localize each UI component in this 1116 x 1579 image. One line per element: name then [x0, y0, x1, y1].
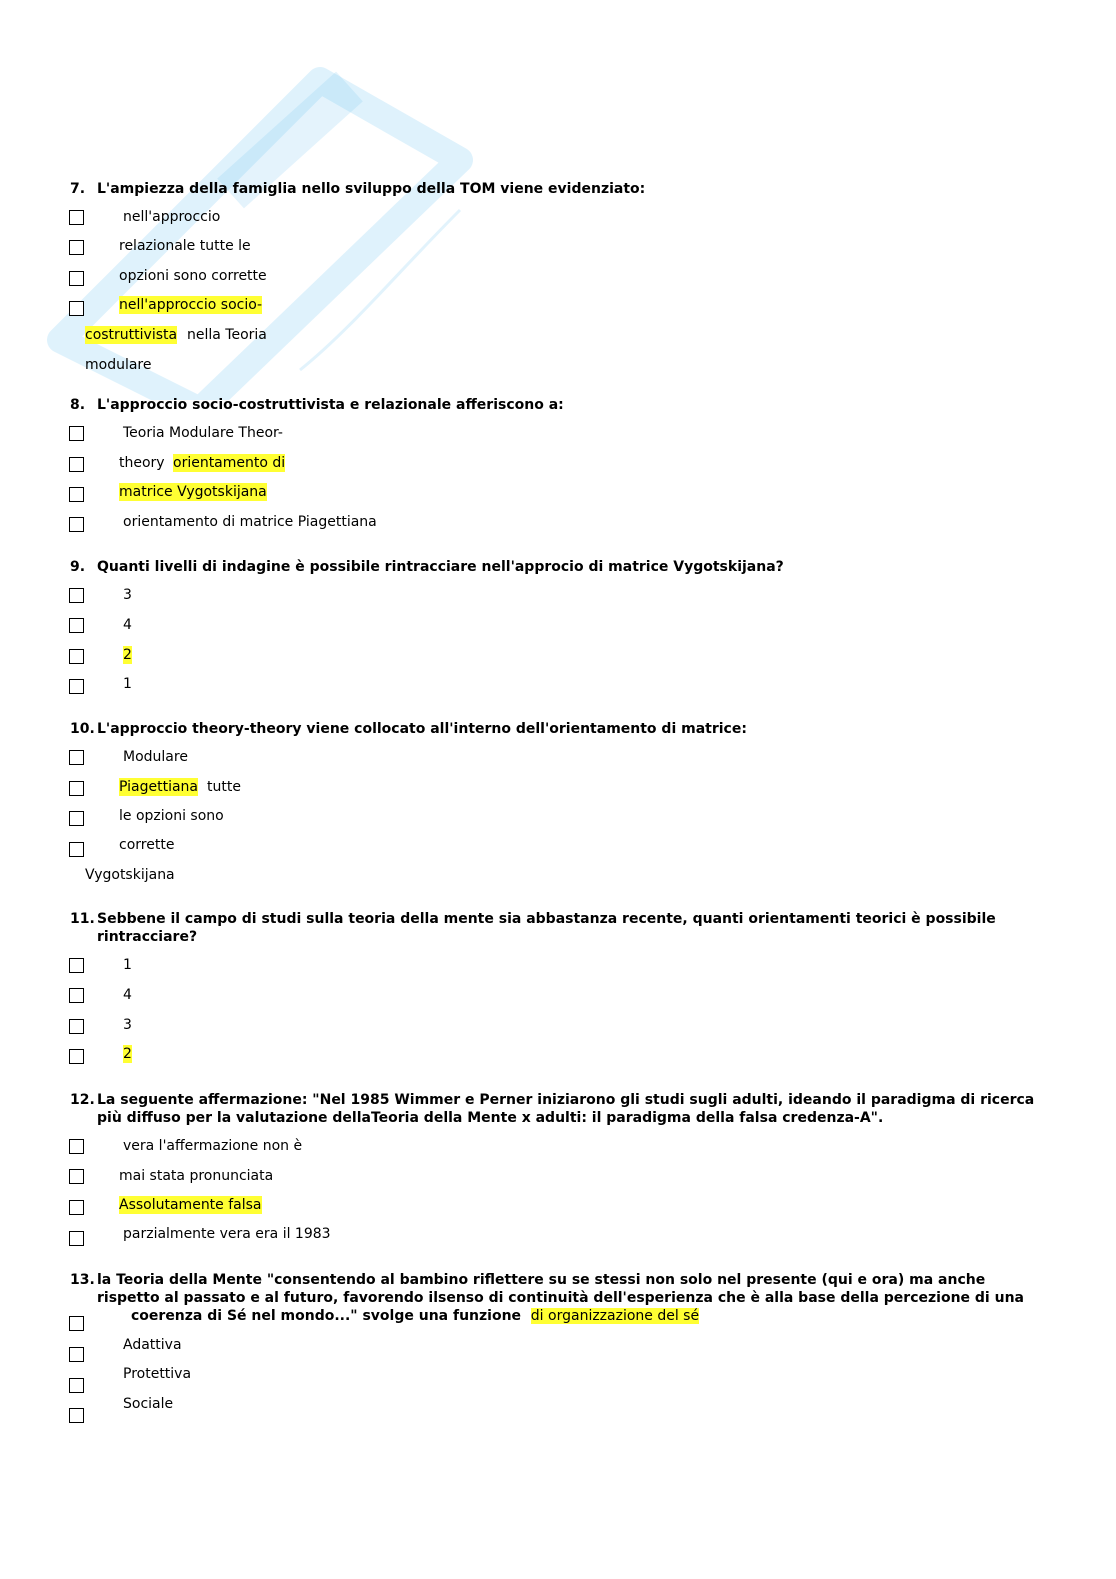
question-13	[70, 1271, 1050, 1325]
answer-text: vera l'affermazione non è	[123, 1138, 303, 1154]
answer-text: corrette	[119, 837, 175, 853]
answer-text: 4	[123, 617, 132, 633]
question-text: la Teoria della Mente "consentendo al bambino riflettere su se stessi non solo nel presente (qui e ora) ma anche	[97, 1272, 986, 1288]
answer-checkbox[interactable]	[69, 811, 84, 826]
answer-checkbox[interactable]	[69, 1347, 84, 1362]
answer-text: orientamento di matrice Piagettiana	[123, 514, 377, 530]
question-12	[70, 1091, 1050, 1127]
answer-text: le opzioni sono	[119, 808, 224, 824]
question-text: Sebbene il campo di studi sulla teoria della mente sia abbastanza recente, quanti orientamenti teorici è possibile	[97, 911, 996, 927]
answer-text: modulare	[85, 357, 152, 373]
answer-text-highlighted: nell'approccio socio-	[119, 297, 263, 313]
question-text: L'approccio socio-costruttivista e relazionale afferiscono a:	[97, 397, 564, 413]
answer-text: opzioni sono corrette	[119, 268, 267, 284]
answer-text-highlighted: Piagettiana	[119, 779, 199, 795]
answer-checkbox[interactable]	[69, 426, 84, 441]
answer-checkbox[interactable]	[69, 588, 84, 603]
answer-checkbox[interactable]	[69, 649, 84, 664]
question-number: 7.	[70, 181, 86, 197]
answer-checkbox[interactable]	[69, 301, 84, 316]
answer-checkbox[interactable]	[69, 1019, 84, 1034]
answer-text: 4	[123, 987, 132, 1003]
answer-text: mai stata pronunciata	[119, 1168, 274, 1184]
answer-checkbox[interactable]	[69, 517, 84, 532]
question-text-cont: rintracciare?	[97, 929, 198, 945]
answer-checkbox[interactable]	[69, 1169, 84, 1184]
answer-text-highlighted: di organizzazione del sé	[530, 1308, 700, 1324]
answer-text: tutte	[207, 779, 241, 795]
answer-text: 3	[123, 1017, 132, 1033]
question-number: 12.	[70, 1092, 95, 1108]
answer-checkbox[interactable]	[69, 271, 84, 286]
question-number: 13.	[70, 1272, 95, 1288]
answer-checkbox[interactable]	[69, 1378, 84, 1393]
answer-text: Adattiva	[123, 1337, 182, 1353]
answer-text: relazionale tutte le	[119, 238, 251, 254]
question-text: Quanti livelli di indagine è possibile rintracciare nell'approcio di matrice Vygotskijana?	[97, 559, 784, 575]
question-text: L'ampiezza della famiglia nello sviluppo della TOM viene evidenziato:	[97, 181, 646, 197]
question-text-cont-3	[70, 1307, 1050, 1325]
answer-checkbox[interactable]	[69, 988, 84, 1003]
question-text: La seguente affermazione: "Nel 1985 Wimmer e Perner iniziarono gli studi sugli adulti, ideando il paradigma di ricerca	[97, 1092, 1035, 1108]
answer-checkbox[interactable]	[69, 1049, 84, 1064]
answer-checkbox[interactable]	[69, 750, 84, 765]
answer-text: Modulare	[123, 749, 188, 765]
answer-text: parzialmente vera era il 1983	[123, 1226, 331, 1242]
answer-text-highlighted: costruttivista	[85, 327, 178, 343]
question-number: 9.	[70, 559, 86, 575]
answer-text: theory	[119, 455, 165, 471]
question-text: L'approccio theory-theory viene collocato all'interno dell'orientamento di matrice:	[97, 721, 747, 737]
answer-text: Vygotskijana	[85, 867, 175, 883]
answer-text-highlighted: matrice Vygotskijana	[119, 484, 267, 500]
answer-text-highlighted: Assolutamente falsa	[119, 1197, 262, 1213]
answer-text: nell'approccio	[123, 209, 221, 225]
answer-checkbox[interactable]	[69, 1316, 84, 1331]
answer-text: nella Teoria	[187, 327, 267, 343]
question-text-part: coerenza di Sé nel mondo..." svolge una funzione	[131, 1308, 522, 1324]
answer-checkbox[interactable]	[69, 1139, 84, 1154]
answer-checkbox[interactable]	[69, 1408, 84, 1423]
question-number: 10.	[70, 721, 95, 737]
answer-text-highlighted: 2	[123, 1046, 132, 1062]
answer-checkbox[interactable]	[69, 487, 84, 502]
answer-text-highlighted: 2	[123, 647, 132, 663]
answer-checkbox[interactable]	[69, 679, 84, 694]
answer-checkbox[interactable]	[69, 842, 84, 857]
question-number: 8.	[70, 397, 86, 413]
question-10	[70, 720, 1050, 738]
question-7	[70, 180, 1050, 198]
answer-text: 1	[123, 676, 132, 692]
answer-text: Sociale	[123, 1396, 174, 1412]
answer-checkbox[interactable]	[69, 958, 84, 973]
answer-checkbox[interactable]	[69, 457, 84, 472]
answer-checkbox[interactable]	[69, 210, 84, 225]
question-11	[70, 910, 1050, 946]
question-number: 11.	[70, 911, 95, 927]
answer-checkbox[interactable]	[69, 781, 84, 796]
question-8	[70, 396, 1050, 414]
answer-checkbox[interactable]	[69, 1231, 84, 1246]
answer-checkbox[interactable]	[69, 1200, 84, 1215]
answer-checkbox[interactable]	[69, 240, 84, 255]
answer-text: Teoria Modulare Theor-	[123, 425, 283, 441]
question-9	[70, 558, 1050, 576]
answer-text: 3	[123, 587, 132, 603]
question-text-cont: più diffuso per la valutazione dellaTeoria della Mente x adulti: il paradigma della falsa credenza-A".	[97, 1110, 884, 1126]
answer-checkbox[interactable]	[69, 618, 84, 633]
answer-text: 1	[123, 957, 132, 973]
question-text-cont: rispetto al passato e al futuro, favorendo ilsenso di continuità dell'esperienza che è alla base della percezione di una	[97, 1290, 1024, 1306]
answer-text-highlighted: orientamento di	[173, 455, 286, 471]
answer-text: Protettiva	[123, 1366, 192, 1382]
